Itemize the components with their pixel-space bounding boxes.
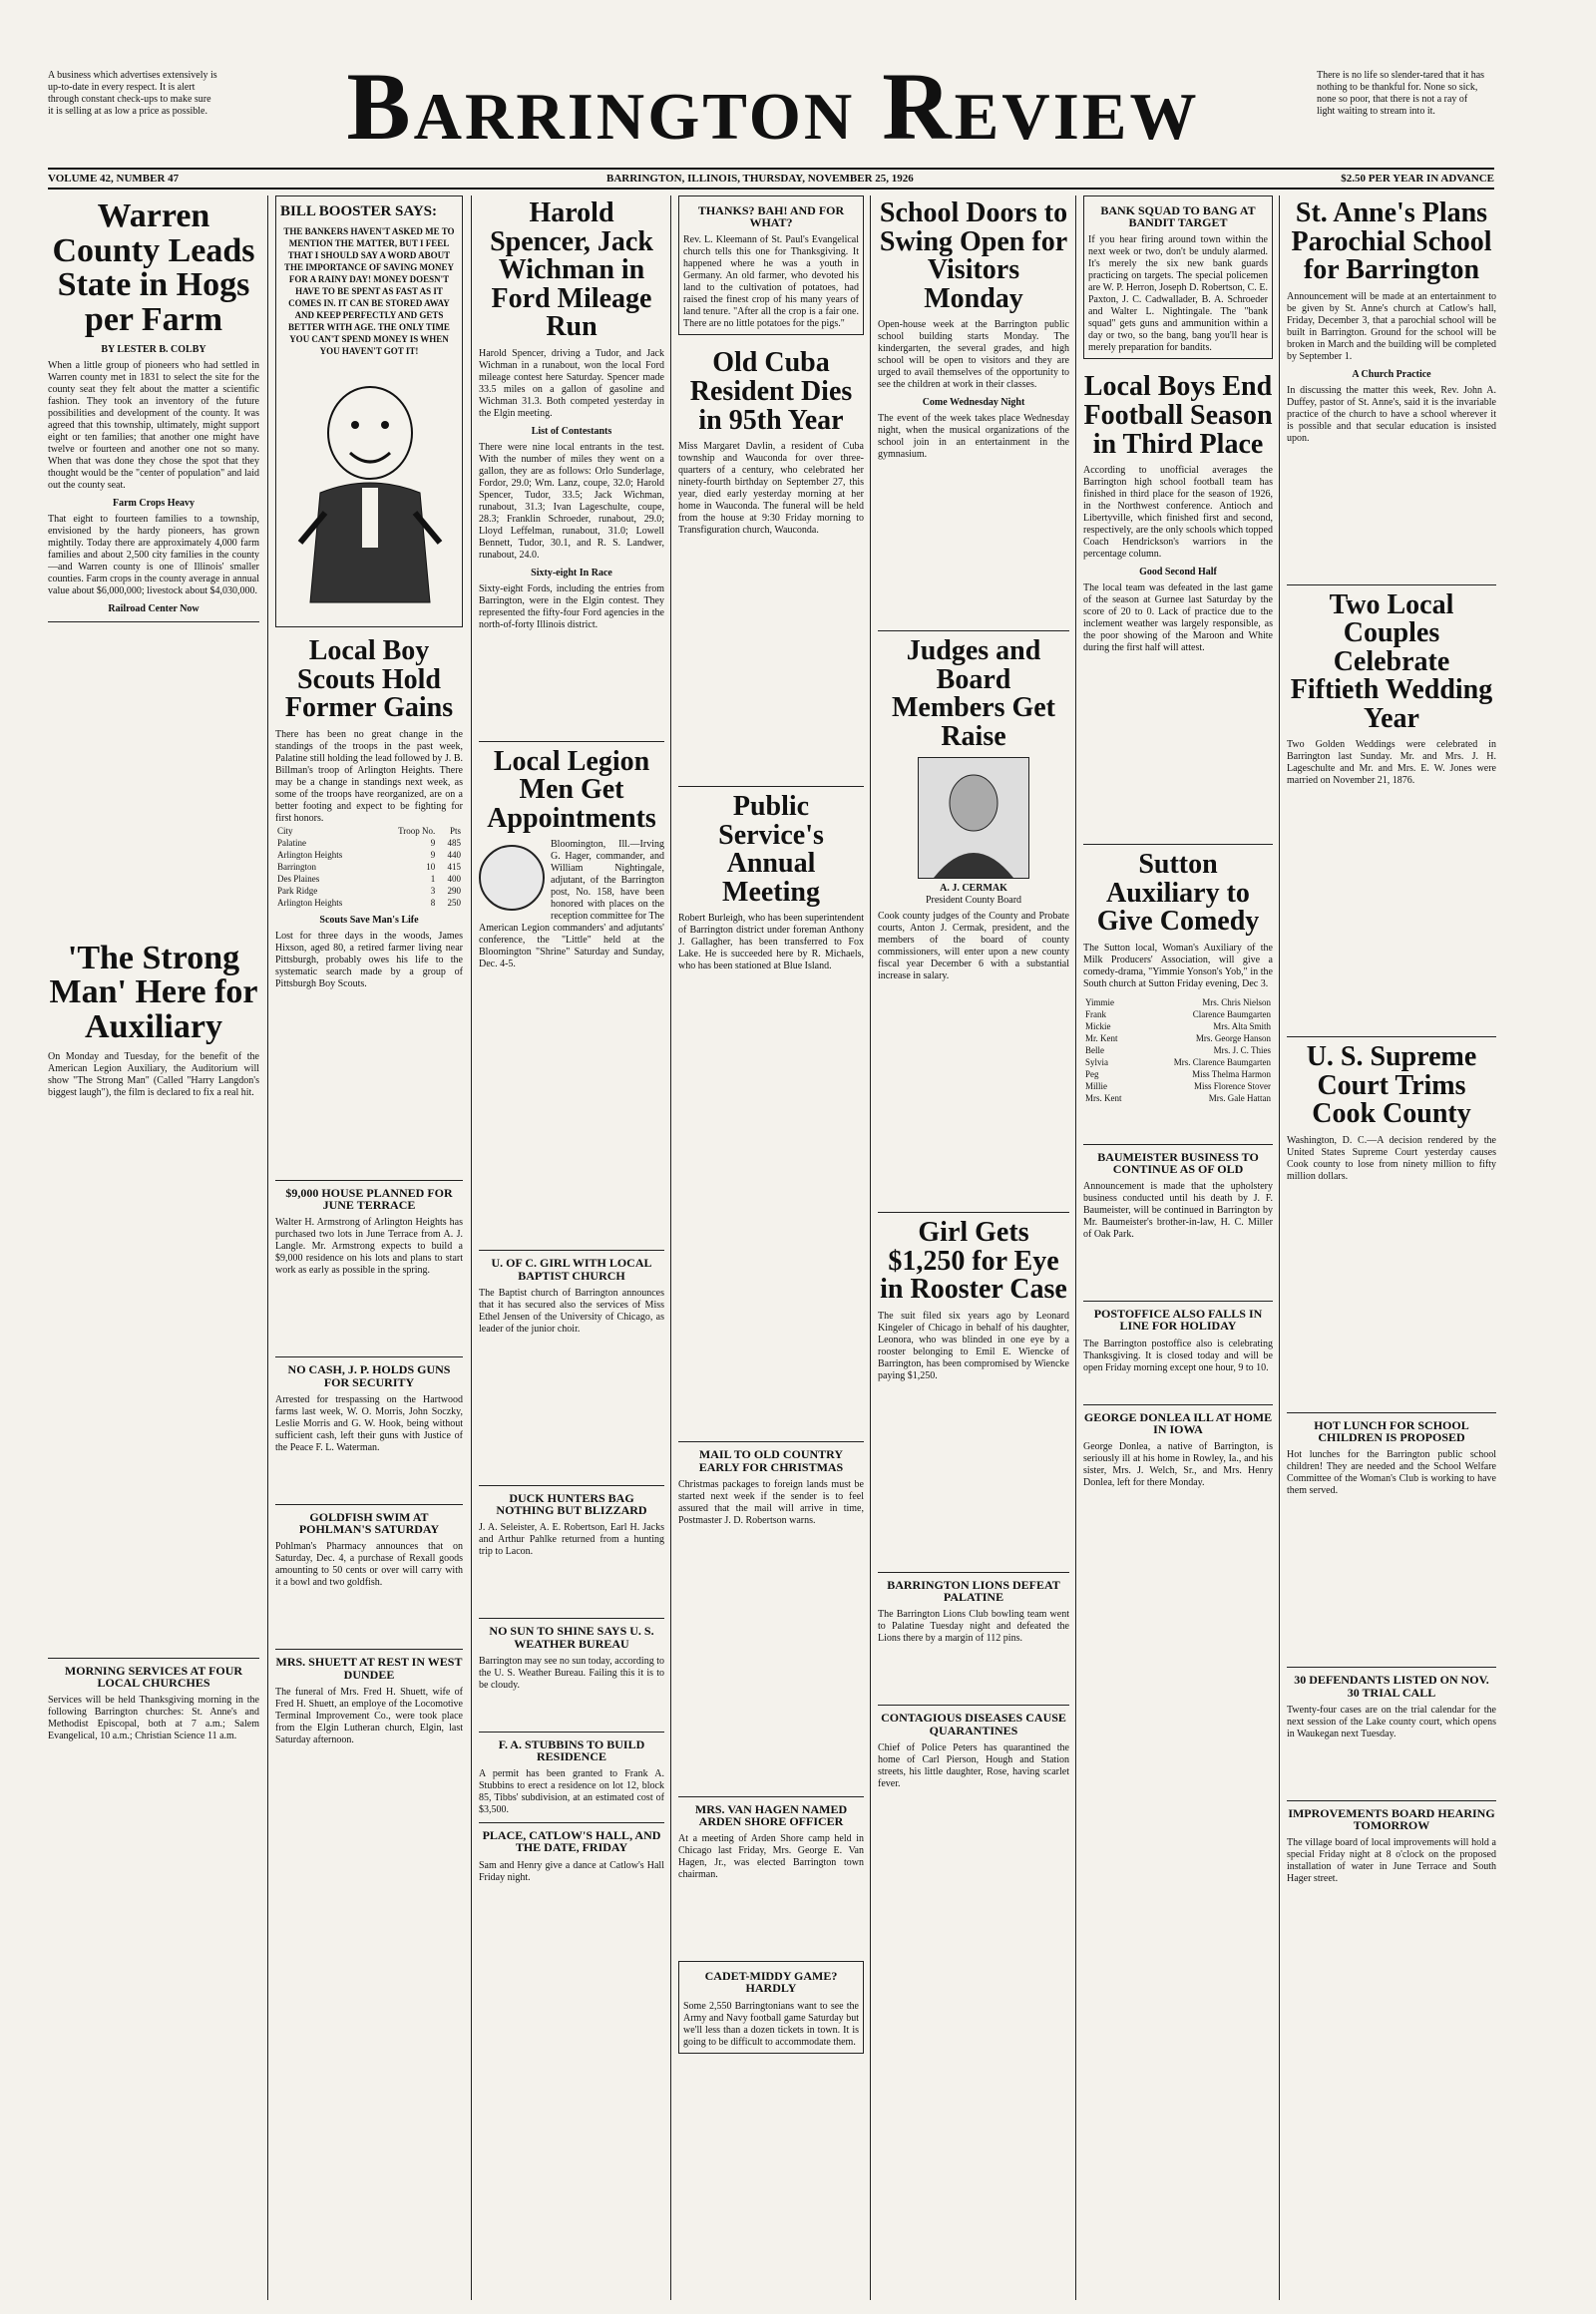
column-3 — [479, 195, 664, 2300]
divider — [1083, 1301, 1273, 1302]
thanks-box — [678, 195, 864, 335]
divider — [48, 621, 259, 622]
cast-name: Mrs. Gale Hattan — [1208, 1092, 1271, 1103]
headline-mail-old-country: MAIL TO OLD COUNTRY EARLY FOR CHRISTMAS — [698, 1447, 844, 1474]
headline-judges-raise: Judges and Board Members Get Raise — [891, 635, 1056, 752]
cast-name: Miss Florence Stover — [1194, 1080, 1271, 1091]
headline-catlows-hall: PLACE, CATLOW'S HALL, AND THE DATE, FRIDAY — [482, 1828, 661, 1855]
bill-booster-cartoon — [280, 363, 458, 622]
headline-football: Local Boys End Football Season in Third Place — [1083, 371, 1273, 460]
table-row — [1083, 1068, 1273, 1080]
bank-squad-box — [1083, 195, 1273, 359]
cast-name: Mrs. Alta Smith — [1213, 1020, 1271, 1031]
cast-role: Frank — [1085, 1008, 1106, 1019]
article-body: Arrested for trespassing on the Hartwood farms last week, W. O. Morris, John Soczky, Leslie Morris and G. W. Hook, being without sufficient cash, left their guns with Justice of the Peace F. L. Waterman. — [275, 1393, 463, 1453]
divider — [479, 1822, 664, 1823]
headline-improvements: IMPROVEMENTS BOARD HEARING TOMORROW — [1288, 1805, 1495, 1833]
cast-role: Yimmie — [1085, 996, 1114, 1007]
subhead: Good Second Half — [1139, 567, 1217, 578]
divider — [275, 1356, 463, 1357]
divider — [878, 1705, 1069, 1706]
ear-left: A business which advertises extensively is up-to-date in every respect. It is alert through constant check-ups to make sure it is selling at as low a price as possible. — [48, 70, 217, 117]
divider — [1287, 1412, 1496, 1413]
table-cell-pts: 290 — [447, 885, 461, 896]
headline-no-sun: NO SUN TO SHINE SAYS U. S. WEATHER BUREAU — [489, 1624, 654, 1651]
article-body: Cook county judges of the County and Probate courts, Anton J. Cermak, president, and the members of the board of county commissioners, will enter upon a new county fiscal year December 6 with a substantial increase in salary. — [878, 911, 1069, 982]
table-header-row — [275, 825, 463, 837]
table-cell-pts: 415 — [447, 861, 461, 872]
article-body: On Monday and Tuesday, for the benefit of the American Legion Auxiliary, the Auditorium will show "The Strong Man" (Called "Harry Langdon's biggest laugh"), the film is declared to fix a real hit. — [48, 1050, 259, 1098]
article-body: Harold Spencer, driving a Tudor, and Jack Wichman in a runabout, won the local Ford mileage contest here Saturday. Spencer made 33.5 miles on a gallon of gasoline and Wichman 31.3. Both competed yesterday in the Elgin meeting. — [479, 347, 664, 419]
article-body: The Sutton local, Woman's Auxiliary of the Milk Producers' Association, will give a comedy-drama, "Yimmie Yonson's Yob," in the South church at Sutton Friday evening, Dec 3. — [1083, 942, 1273, 989]
table-row — [1083, 1008, 1273, 1020]
headline-stubbins: F. A. STUBBINS TO BUILD RESIDENCE — [498, 1736, 645, 1764]
article-body: Open-house week at the Barrington public school building starts Monday. The kindergarten, the several grades, and high school will be open to visitors and they are urged to avail themselves of the opportunity to see the children at work in their classes. — [878, 319, 1069, 391]
article-body: Walter H. Armstrong of Arlington Heights has purchased two lots in June Terrace from A. J. Langle. Mr. Armstrong expects to build a $9,000 residence on his lots and plans to start work as early as possible in the spring. — [275, 1217, 463, 1277]
table-cell-troop: 8 — [430, 897, 436, 908]
divider — [878, 1212, 1069, 1213]
article-body: Hot lunches for the Barrington public school children! They are needed and the School Welfare Committee of the Woman's Club is working to have them served. — [1287, 1449, 1496, 1497]
headline-house-planned: $9,000 HOUSE PLANNED FOR JUNE TERRACE — [285, 1185, 453, 1213]
headline-st-annes: St. Anne's Plans Parochial School for Barrington — [1291, 197, 1492, 286]
table-cell-city: Arlington Heights — [277, 897, 343, 908]
booster-quote: THE BANKERS HAVEN'T ASKED ME TO MENTION THE MATTER, BUT I FEEL THAT I SHOULD SAY A WORD ABOUT THE IMPORTANCE OF SAVING MONEY FOR A RAINY DAY! MONEY DOESN'T HAVE TO BE SPENT AS FAST AS IT COMES IN. IT CAN BE STORED AWAY AND KEEP PERFECTLY AND GETS BETTER WITH AGE. THE ONLY TIME YOU CAN'T SPEND MONEY IS WHEN YOU HAVEN'T GOT IT! — [283, 226, 455, 357]
article-body: Announcement is made that the upholstery business conducted until his death by J. F. Baumeister, will be continued in Barrington by Mr. Baumeister's brother-in-law, H. C. Miller of Oak Park. — [1083, 1181, 1273, 1241]
headline-duck-hunters: DUCK HUNTERS BAG NOTHING BUT BLIZZARD — [496, 1490, 647, 1518]
article-body: The event of the week takes place Wednesday night, when the musical organizations of the school join in an entertainment in the gymnasium. — [878, 413, 1069, 461]
table-header-city: City — [277, 825, 293, 836]
table-cell-troop: 1 — [430, 873, 436, 884]
headline-sutton: Sutton Auxiliary to Give Comedy — [1096, 849, 1260, 938]
cast-role: Belle — [1085, 1044, 1104, 1055]
article-body: There has been no great change in the standings of the troops in the past week, Palatine still holding the lead followed by J. B. Billman's troop of Arlington Heights. There may be a change in standings next week, as some of the troops have reorganized, are on a better footing and expect to be fighting for first honors. — [275, 728, 463, 824]
table-row — [1083, 1080, 1273, 1092]
table-row — [275, 849, 463, 861]
cast-name: Miss Thelma Harmon — [1192, 1068, 1271, 1079]
article-body: J. A. Seleister, A. E. Robertson, Earl H. Jacks and Arthur Pahlke returned from a hunting trip to Lacon. — [479, 1522, 664, 1558]
place-date: BARRINGTON, ILLINOIS, THURSDAY, NOVEMBER 25, 1926 — [606, 173, 914, 185]
article-body: When a little group of pioneers who had settled in Warren county met in 1831 to select the site for the county seat they felt about the matter a scientific fashion. They took an inventory of the future possibilities and development of the county. It was agreed that this township, ultimately, might support eight or ten families; that another one might have twelve or fourteen and another one not so many. When that was done they chose the spot that they thought would be the "center of population" and laid out the county seat. — [48, 359, 259, 491]
column-rule — [471, 195, 472, 2300]
headline-baumeister: BAUMEISTER BUSINESS TO CONTINUE AS OF OLD — [1097, 1149, 1259, 1176]
subhead: Scouts Save Man's Life — [319, 914, 419, 926]
article-body: Bloomington, Ill.—Irving G. Hager, commander, and William Nightingale, adjutant, of the Barrington post, No. 158, have been honored with places on the reception committee for The American Legion commanders' and adjutants' conference, the "Little" held at the Bloomington "Shrine" Saturday and Sunday, Dec. 4-5. — [479, 839, 664, 970]
table-row — [275, 837, 463, 849]
divider — [678, 1796, 864, 1797]
article-body: Pohlman's Pharmacy announces that on Saturday, Dec. 4, a purchase of Rexall goods amounting to 50 cents or over will carry with it a bowl and two goldfish. — [275, 1541, 463, 1589]
headline-strong-man: 'The Strong Man' Here for Auxiliary — [49, 939, 258, 1046]
table-cell-pts: 400 — [447, 873, 461, 884]
article-body: In discussing the matter this week, Rev. John A. Duffey, pastor of St. Anne's, said it is the invariable practice of the church to have a school wherever it is possible and that secular education is insisted upon. — [1287, 384, 1496, 444]
table-cell-city: Barrington — [277, 861, 316, 872]
article-body: According to unofficial averages the Barrington high school football team has finished in third place for the season of 1926, in the Northwest conference. Antioch and Libertyville, which finished first and second, respectively, are the only schools which topped Coach Hendrickson's warriors in the percentage column. — [1083, 465, 1273, 561]
headline-donlea: GEORGE DONLEA ILL AT HOME IN IOWA — [1083, 1409, 1273, 1436]
headline-van-hagen: MRS. VAN HAGEN NAMED ARDEN SHORE OFFICER — [694, 1801, 848, 1828]
headline-legion-men: Local Legion Men Get Appointments — [487, 745, 656, 834]
article-body: Chief of Police Peters has quarantined the home of Carl Pierson, Hough and Station streets, his little daughter, Rose, having scarlet fever. — [878, 1741, 1069, 1789]
table-row — [1083, 1020, 1273, 1032]
column-7 — [1287, 195, 1496, 2300]
dateline — [48, 168, 1494, 190]
table-cell-troop: 9 — [430, 849, 436, 860]
divider — [275, 1649, 463, 1650]
headline-goldfish: GOLDFISH SWIM AT POHLMAN'S SATURDAY — [298, 1509, 440, 1537]
divider — [275, 1180, 463, 1181]
headline-girl-gets: Girl Gets $1,250 for Eye in Rooster Case — [880, 1217, 1067, 1306]
cast-name: Mrs. J. C. Thies — [1213, 1044, 1271, 1055]
divider — [275, 1504, 463, 1505]
headline-hot-lunch: HOT LUNCH FOR SCHOOL CHILDREN IS PROPOSED — [1314, 1418, 1469, 1445]
table-row — [275, 897, 463, 909]
column-5 — [878, 195, 1069, 2300]
divider — [678, 786, 864, 787]
article-body: George Donlea, a native of Barrington, is seriously ill at his home in Rowley, Ia., and his sister, Mrs. J. Welch, Sr., and Mrs. Henry Donlea, left for there Monday. — [1083, 1441, 1273, 1489]
cast-role: Sylvia — [1085, 1056, 1109, 1067]
headline-cadet-middy: CADET-MIDDY GAME? HARDLY — [704, 1969, 838, 1996]
article-body: Washington, D. C.—A decision rendered by the United States Supreme Court yesterday causes Cook county to lose from ninety million to fifty million dollars. — [1287, 1135, 1496, 1183]
table-cell-troop: 9 — [430, 837, 436, 848]
article-body: Some 2,550 Barringtonians want to see the Army and Navy football game Saturday but we'll less than a dozen tickets in town. It is going to be difficult to accommodate them. — [683, 2000, 859, 2048]
ear-right: There is no life so slender-tared that it has nothing to be thankful for. None so sick, none so poor, that there is not a ray of light waiting to stream into it. — [1317, 70, 1485, 117]
article-body: Barrington may see no sun today, according to the U. S. Weather Bureau. Failing this it is to be cloudy. — [479, 1655, 664, 1691]
headline-public-service: Public Service's Annual Meeting — [718, 791, 824, 908]
divider — [1287, 584, 1496, 585]
article-body: Miss Margaret Davlin, a resident of Cuba township and Wauconda for over three-quarters of a century, who celebrated her ninety-fourth birthday on September 27, this year, died early yesterday morning at her home in Wauconda. The funeral will be held from the house at 9:30 Friday morning to Transfiguration church, Wauconda. — [678, 441, 864, 537]
table-cell-pts: 485 — [447, 837, 461, 848]
article-body: Services will be held Thanksgiving morning in the following Barrington churches: St. Anne's and Methodist Episcopal, both at 7 a.m.; Salem Evangelical, 10 a.m.; Christian Science 11 a.m. — [48, 1695, 259, 1742]
cast-name: Mrs. Clarence Baumgarten — [1173, 1056, 1271, 1067]
headline-mrs-shuett: MRS. SHUETT AT REST IN WEST DUNDEE — [275, 1655, 463, 1682]
article-body: Two Golden Weddings were celebrated in Barrington last Sunday. Mr. and Mrs. J. H. Lageschulte and Mr. and Mrs. E. W. Jones were married on November 21, 1876. — [1287, 739, 1496, 787]
table-row — [1083, 996, 1273, 1008]
portrait-caption-title: President County Board — [925, 895, 1022, 907]
cast-role: Peg — [1085, 1068, 1099, 1079]
column-4 — [678, 195, 864, 2300]
cast-role: Mr. Kent — [1085, 1032, 1118, 1043]
table-cell-pts: 250 — [447, 897, 461, 908]
table-cell-city: Arlington Heights — [277, 849, 343, 860]
table-row — [1083, 1092, 1273, 1104]
headline-postoffice: POSTOFFICE ALSO FALLS IN LINE FOR HOLIDAY — [1093, 1307, 1263, 1334]
headline-supreme-court: U. S. Supreme Court Trims Cook County — [1306, 1041, 1477, 1130]
article-body: Robert Burleigh, who has been superintendent of Barrington district under foreman Anthony J. Gallagher, has been transferred to Fox Lake. He is succeeded here by R. Michaels, who has been stationed at Blue Island. — [678, 913, 864, 972]
subhead: Farm Crops Heavy — [112, 497, 196, 509]
article-body: The village board of local improvements will hold a special Friday night at 8 o'clock on the proposed installation of water in June Terrace and South Hager street. — [1287, 1837, 1496, 1885]
divider — [479, 1618, 664, 1619]
column-1 — [48, 195, 259, 2300]
headline-boy-scouts: Local Boy Scouts Hold Former Gains — [284, 635, 454, 724]
divider — [878, 630, 1069, 631]
cast-role: Mickie — [1085, 1020, 1111, 1031]
divider — [1287, 1667, 1496, 1668]
headline-bank-squad: BANK SQUAD TO BANG AT BANDIT TARGET — [1100, 203, 1256, 230]
divider — [1083, 844, 1273, 845]
cast-name: Clarence Baumgarten — [1192, 1008, 1271, 1019]
article-body: That eight to fourteen families to a township, envisioned by the hardy pioneers, has grown mightily. Today there are approximately 4,000 farm families and about 2,500 city families in the county—and Warren county is one of Illinois' smaller counties. Farm crops in the county average in annual value about $6,000,000; livestock about $4,030,000. — [48, 513, 259, 596]
article-body: Sam and Henry give a dance at Catlow's Hall Friday night. — [479, 1859, 664, 1883]
column-rule — [1075, 195, 1076, 2300]
column-rule — [870, 195, 871, 2300]
article-body: The Barrington Lions Club bowling team went to Palatine Tuesday night and defeated the Lions there by a margin of 112 pins. — [878, 1609, 1069, 1645]
masthead-title: Barrington Review — [346, 53, 1200, 160]
divider — [1287, 1800, 1496, 1801]
table-row — [1083, 1032, 1273, 1044]
cadet-middy-box — [678, 1961, 864, 2053]
divider — [878, 1572, 1069, 1573]
divider — [479, 741, 664, 742]
cast-name: Mrs. George Hanson — [1195, 1032, 1271, 1043]
headline-lions: BARRINGTON LIONS DEFEAT PALATINE — [887, 1578, 1060, 1605]
divider — [479, 1485, 664, 1486]
headline-two-couples: Two Local Couples Celebrate Fiftieth Wedding Year — [1290, 588, 1493, 734]
headline-warren-county: Warren County Leads State in Hogs per Farm — [52, 197, 255, 339]
article-body: The suit filed six years ago by Leonard Kingeler of Chicago in behalf of his daughter, Leonora, who was blinded in one eye by a rooster belonging to Emil E. Wiencke of Barrington, has been compromised by Wiencke paying $1,250. — [878, 1311, 1069, 1382]
table-cell-city: Palatine — [277, 837, 306, 848]
article-body: Christmas packages to foreign lands must be started next week if the sender is to feel assured that the mail will arrive in time, Postmaster J. D. Robertson warns. — [678, 1478, 864, 1526]
article-body: Lost for three days in the woods, James Hixson, aged 80, a retired farmer living near Pittsburgh, probably owes his life to the systematic search made by a group of Pittsburgh Boy Scouts. — [275, 930, 463, 989]
bill-booster-box — [275, 195, 463, 627]
volume-number: VOLUME 42, NUMBER 47 — [48, 173, 180, 185]
article-body: The local team was defeated in the last game of the season at Gurnee last Saturday by the score of 20 to 0. Lack of practice due to the inclement weather was largely responsible, as the poor showing of the Maroon and White during the first half will attest. — [1083, 582, 1273, 654]
article-body: The Barrington postoffice also is celebrating Thanksgiving. It is closed today and will be open Friday morning except one hour, 9 to 10. — [1083, 1338, 1273, 1373]
column-2 — [275, 195, 463, 2300]
subhead: A Church Practice — [1352, 368, 1431, 380]
legion-emblem-icon — [479, 845, 545, 911]
cast-role: Mrs. Kent — [1085, 1092, 1122, 1103]
portrait-caption: A. J. CERMAK — [940, 883, 1007, 895]
divider — [479, 1732, 664, 1733]
column-rule — [670, 195, 671, 2300]
headline-ford-mileage: Harold Spencer, Jack Wichman in Ford Mileage Run — [490, 197, 653, 343]
headline-school-doors: School Doors to Swing Open for Visitors Monday — [879, 197, 1068, 314]
article-body: Twenty-four cases are on the trial calendar for the next session of the Lake county court, which opens in Waukegan next Tuesday. — [1287, 1704, 1496, 1739]
table-cell-city: Park Ridge — [277, 885, 318, 896]
table-header-troop: Troop No. — [398, 825, 436, 836]
article-body: If you hear firing around town within the next week or two, don't be unduly alarmed. It's merely the six new bank guards practicing on targets. The special policemen are W. P. Herron, Joseph D. Robertson, C. E. Paxton, J. C. Cadwallader, B. A. Schroeder and Walter L. Nightingale. The "bank squad" gets guns and ammunition within a day or two, so the bang, bang you'll hear is merely preparation for bandits. — [1088, 234, 1268, 354]
article-body: At a meeting of Arden Shore camp held in Chicago last Friday, Mrs. George E. Van Hagen, Jr., was elected Barrington town chairman. — [678, 1833, 864, 1881]
column-6 — [1083, 195, 1273, 2300]
table-cell-pts: 440 — [447, 849, 461, 860]
divider — [1083, 1404, 1273, 1405]
cermak-portrait — [918, 757, 1029, 879]
subhead: List of Contestants — [531, 425, 612, 437]
portrait-illustration — [919, 758, 1028, 878]
table-row — [1083, 1044, 1273, 1056]
divider — [479, 1250, 664, 1251]
article-body: The funeral of Mrs. Fred H. Shuett, wife of Fred H. Shuett, an employe of the Locomotive Terminal Improvement Co., were took place from the Elgin Lutheran church, Elgin, last Saturday afternoon. — [275, 1686, 463, 1745]
column-rule — [267, 195, 268, 2300]
table-row — [1083, 1056, 1273, 1068]
byline: BY LESTER B. COLBY — [101, 343, 206, 355]
subhead: Railroad Center Now — [108, 602, 200, 614]
subhead: Come Wednesday Night — [922, 397, 1025, 409]
headline-cuba-resident: Old Cuba Resident Dies in 95th Year — [689, 347, 853, 436]
table-row — [275, 885, 463, 897]
divider — [48, 1658, 259, 1659]
table-cell-city: Des Plaines — [277, 873, 320, 884]
cast-name: Mrs. Chris Nielson — [1202, 996, 1271, 1007]
headline-30-defendants: 30 DEFENDANTS LISTED ON NOV. 30 TRIAL CALL — [1294, 1673, 1489, 1700]
article-body: Rev. L. Kleemann of St. Paul's Evangelical church tells this one for Thanksgiving. It happened where he was a youth in Germany. An old farmer, who devoted his land to the cultivation of potatoes, had raised the finest crop of his many years of land tenure. "After all the crop is a fair one. There are no little potatoes for the pigs." — [683, 234, 859, 330]
table-header-pts: Pts — [449, 825, 461, 836]
cast-role: Millie — [1085, 1080, 1107, 1091]
headline-no-cash: NO CASH, J. P. HOLDS GUNS FOR SECURITY — [287, 1362, 451, 1389]
booster-label: BILL BOOSTER SAYS: — [280, 203, 438, 219]
booster-figure-illustration — [280, 363, 460, 612]
article-body: Sixty-eight Fords, including the entries from Barrington, were in the Elgin contest. They represented the fifty-four Ford agencies in the north-of-forty Illinois district. — [479, 582, 664, 630]
article-body: A permit has been granted to Frank A. Stubbins to erect a residence on lot 12, block 85, Tibbs' subdivision, at an estimated cost of $3,500. — [479, 1768, 664, 1816]
divider — [1287, 1036, 1496, 1037]
article-body: Announcement will be made at an entertainment to be given by St. Anne's church at Catlow's hall, Friday, December 3, that a parochial school will be built in Barrington. Ground for the school will be broken in March and the building will be completed by September 1. — [1287, 290, 1496, 362]
scout-standings-table — [275, 825, 463, 909]
table-row — [275, 861, 463, 873]
subscription-price: $2.50 PER YEAR IN ADVANCE — [1341, 173, 1494, 185]
divider — [678, 1441, 864, 1442]
table-row — [275, 873, 463, 885]
table-cell-troop: 3 — [430, 885, 436, 896]
divider — [1083, 1144, 1273, 1145]
column-rule — [1279, 195, 1280, 2300]
headline-morning-services: MORNING SERVICES AT FOUR LOCAL CHURCHES — [64, 1663, 243, 1690]
article-body: There were nine local entrants in the test. With the number of miles they went on a gallon, they are as follows: Orlo Sunderlage, Fordor, 29.0; Wm. Lanz, coupe, 32.0; Harold Spencer, Tudor, 33.5; Jack Wichman, runabout, 31.3; Ivan Lageschulte, coupe, 28.3; Franklin Schroeder, runabout, 29.0; Lloyd Leffelman, runabout, 31.0; Lowell Bennett, Tudor, 30.1, and R. S. Landwer, runabout, 24.0. — [479, 441, 664, 561]
cast-table — [1083, 996, 1273, 1104]
headline-u-of-c-girl: U. OF C. GIRL WITH LOCAL BAPTIST CHURCH — [491, 1256, 652, 1283]
table-cell-troop: 10 — [426, 861, 436, 872]
headline-thanks-bah: THANKS? BAH! AND FOR WHAT? — [697, 203, 845, 230]
article-body: The Baptist church of Barrington announces that it has secured also the services of Miss Ethel Jensen of the University of Chicago, as leader of the junior choir. — [479, 1287, 664, 1335]
headline-contagious: CONTAGIOUS DISEASES CAUSE QUARANTINES — [881, 1711, 1066, 1737]
subhead: Sixty-eight In Race — [531, 567, 612, 578]
